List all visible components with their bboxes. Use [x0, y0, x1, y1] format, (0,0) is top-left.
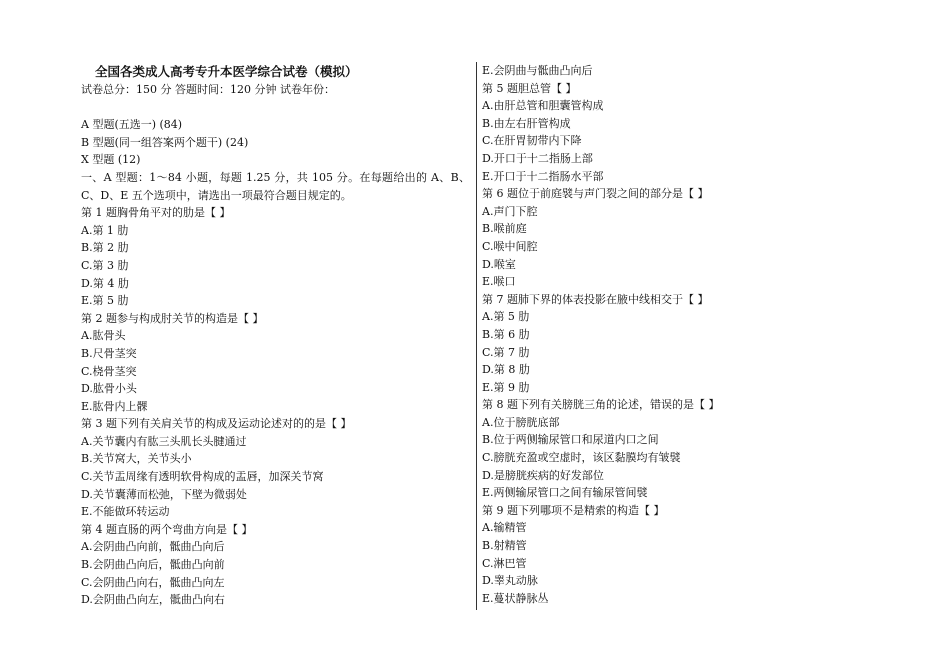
- answer-option: C.会阴曲凸向右，骶曲凸向左: [81, 575, 225, 589]
- answer-option: B.由左右肝管构成: [482, 116, 571, 130]
- answer-option: E.第 9 肋: [482, 380, 530, 394]
- answer-option: C.关节盂周缘有透明软骨构成的盂唇，加深关节窝: [81, 470, 324, 484]
- continued-option: E.会阴曲与骶曲凸向后: [482, 64, 593, 77]
- answer-option: D.肱骨小头: [81, 382, 137, 396]
- answer-option: E.开口于十二指肠水平部: [482, 169, 604, 183]
- section-x: X 型题 (12): [81, 153, 141, 167]
- question-block: [482, 502, 882, 608]
- answer-option: E.不能做环转运动: [81, 505, 170, 519]
- answer-option: D.第 4 肋: [81, 276, 129, 290]
- question-stem: 第 9 题下列哪项不是精索的构造【 】: [482, 503, 665, 517]
- question-block: [482, 396, 882, 502]
- question-stem: 第 3 题下列有关肩关节的构成及运动论述对的的是【 】: [81, 417, 352, 431]
- answer-option: A.声门下腔: [482, 204, 538, 218]
- answer-option: B.第 2 肋: [81, 241, 129, 255]
- answer-option: C.桡骨茎突: [81, 364, 137, 378]
- answer-option: D.是膀胱疾病的好发部位: [482, 468, 604, 482]
- answer-option: B.第 6 肋: [482, 327, 530, 341]
- answer-option: A.第 5 肋: [482, 310, 530, 324]
- answer-option: B.射精管: [482, 539, 527, 553]
- answer-option: A.位于膀胱底部: [482, 415, 560, 429]
- question-block: [81, 415, 470, 521]
- spacer: [81, 99, 470, 117]
- question-block: [482, 291, 882, 397]
- answer-option: C.第 7 肋: [482, 345, 530, 359]
- answer-option: C.喉中间腔: [482, 239, 538, 253]
- right-column: [482, 62, 882, 607]
- answer-option: B.尺骨茎突: [81, 346, 137, 360]
- answer-option: E.第 5 肋: [81, 294, 129, 308]
- column-divider: [476, 62, 477, 610]
- answer-option: B.喉前庭: [482, 222, 527, 236]
- answer-option: C.在肝胃韧带内下降: [482, 134, 582, 148]
- answer-option: C.膀胱充盈或空虚时，该区黏膜均有皱襞: [482, 451, 681, 465]
- answer-option: D.关节囊薄而松弛，下壁为微弱处: [81, 487, 247, 501]
- answer-option: D.第 8 肋: [482, 363, 530, 377]
- answer-option: C.淋巴管: [482, 556, 527, 570]
- answer-option: B.关节窝大，关节头小: [81, 452, 192, 466]
- answer-option: A.由肝总管和胆囊管构成: [482, 99, 604, 113]
- question-block: [482, 80, 882, 186]
- question-block: [81, 310, 470, 416]
- answer-option: D.会阴曲凸向左，骶曲凸向右: [81, 593, 225, 607]
- section-a: A 型题(五选一) (84): [81, 118, 183, 132]
- answer-option: E.喉口: [482, 275, 516, 289]
- question-stem: 第 7 题肺下界的体表投影在腋中线相交于【 】: [482, 292, 709, 306]
- question-block: [81, 204, 470, 310]
- answer-option: E.肱骨内上髁: [81, 399, 148, 413]
- question-stem: 第 5 题胆总管【 】: [482, 81, 577, 95]
- answer-option: A.肱骨头: [81, 329, 126, 343]
- question-block: [81, 521, 470, 609]
- question-stem: 第 4 题直肠的两个弯曲方向是【 】: [81, 522, 253, 536]
- answer-option: D.睾丸动脉: [482, 574, 538, 588]
- answer-option: E.蔓状静脉丛: [482, 591, 549, 605]
- answer-option: C.第 3 肋: [81, 258, 129, 272]
- answer-option: D.开口于十二指肠上部: [482, 151, 593, 165]
- question-stem: 第 8 题下列有关膀胱三角的论述，错误的是【 】: [482, 398, 720, 412]
- question-stem: 第 2 题参与构成肘关节的构造是【 】: [81, 311, 264, 325]
- question-stem: 第 1 题胸骨角平对的肋是【 】: [81, 206, 231, 220]
- answer-option: B.位于两侧输尿管口和尿道内口之间: [482, 433, 659, 447]
- question-stem: 第 6 题位于前庭襞与声门裂之间的部分是【 】: [482, 187, 709, 201]
- section-b: B 型题(同一组答案两个题干) (24): [81, 135, 249, 149]
- answer-option: E.两侧输尿管口之间有输尿管间襞: [482, 486, 648, 500]
- instructions: 一、A 型题：1～84 小题，每题 1.25 分，共 105 分。在每题给出的 A、B、C、D、E 五个选项中，请选出一项最符合题目规定的。: [81, 170, 470, 202]
- left-column: [81, 62, 470, 609]
- question-block: [482, 185, 882, 291]
- answer-option: B.会阴曲凸向后，骶曲凸向前: [81, 558, 225, 572]
- answer-option: A.会阴曲凸向前，骶曲凸向后: [81, 540, 225, 554]
- left-questions: [81, 204, 470, 609]
- right-questions: [482, 80, 882, 608]
- answer-option: A.关节囊内有肱三头肌长头腱通过: [81, 434, 247, 448]
- exam-meta: 试卷总分：150 分 答题时间：120 分钟 试卷年份：: [81, 83, 335, 96]
- answer-option: A.输精管: [482, 521, 527, 535]
- answer-option: A.第 1 肋: [81, 223, 129, 237]
- exam-title: 全国各类成人高考专升本医学综合试卷（模拟）: [95, 64, 358, 79]
- answer-option: D.喉室: [482, 257, 516, 271]
